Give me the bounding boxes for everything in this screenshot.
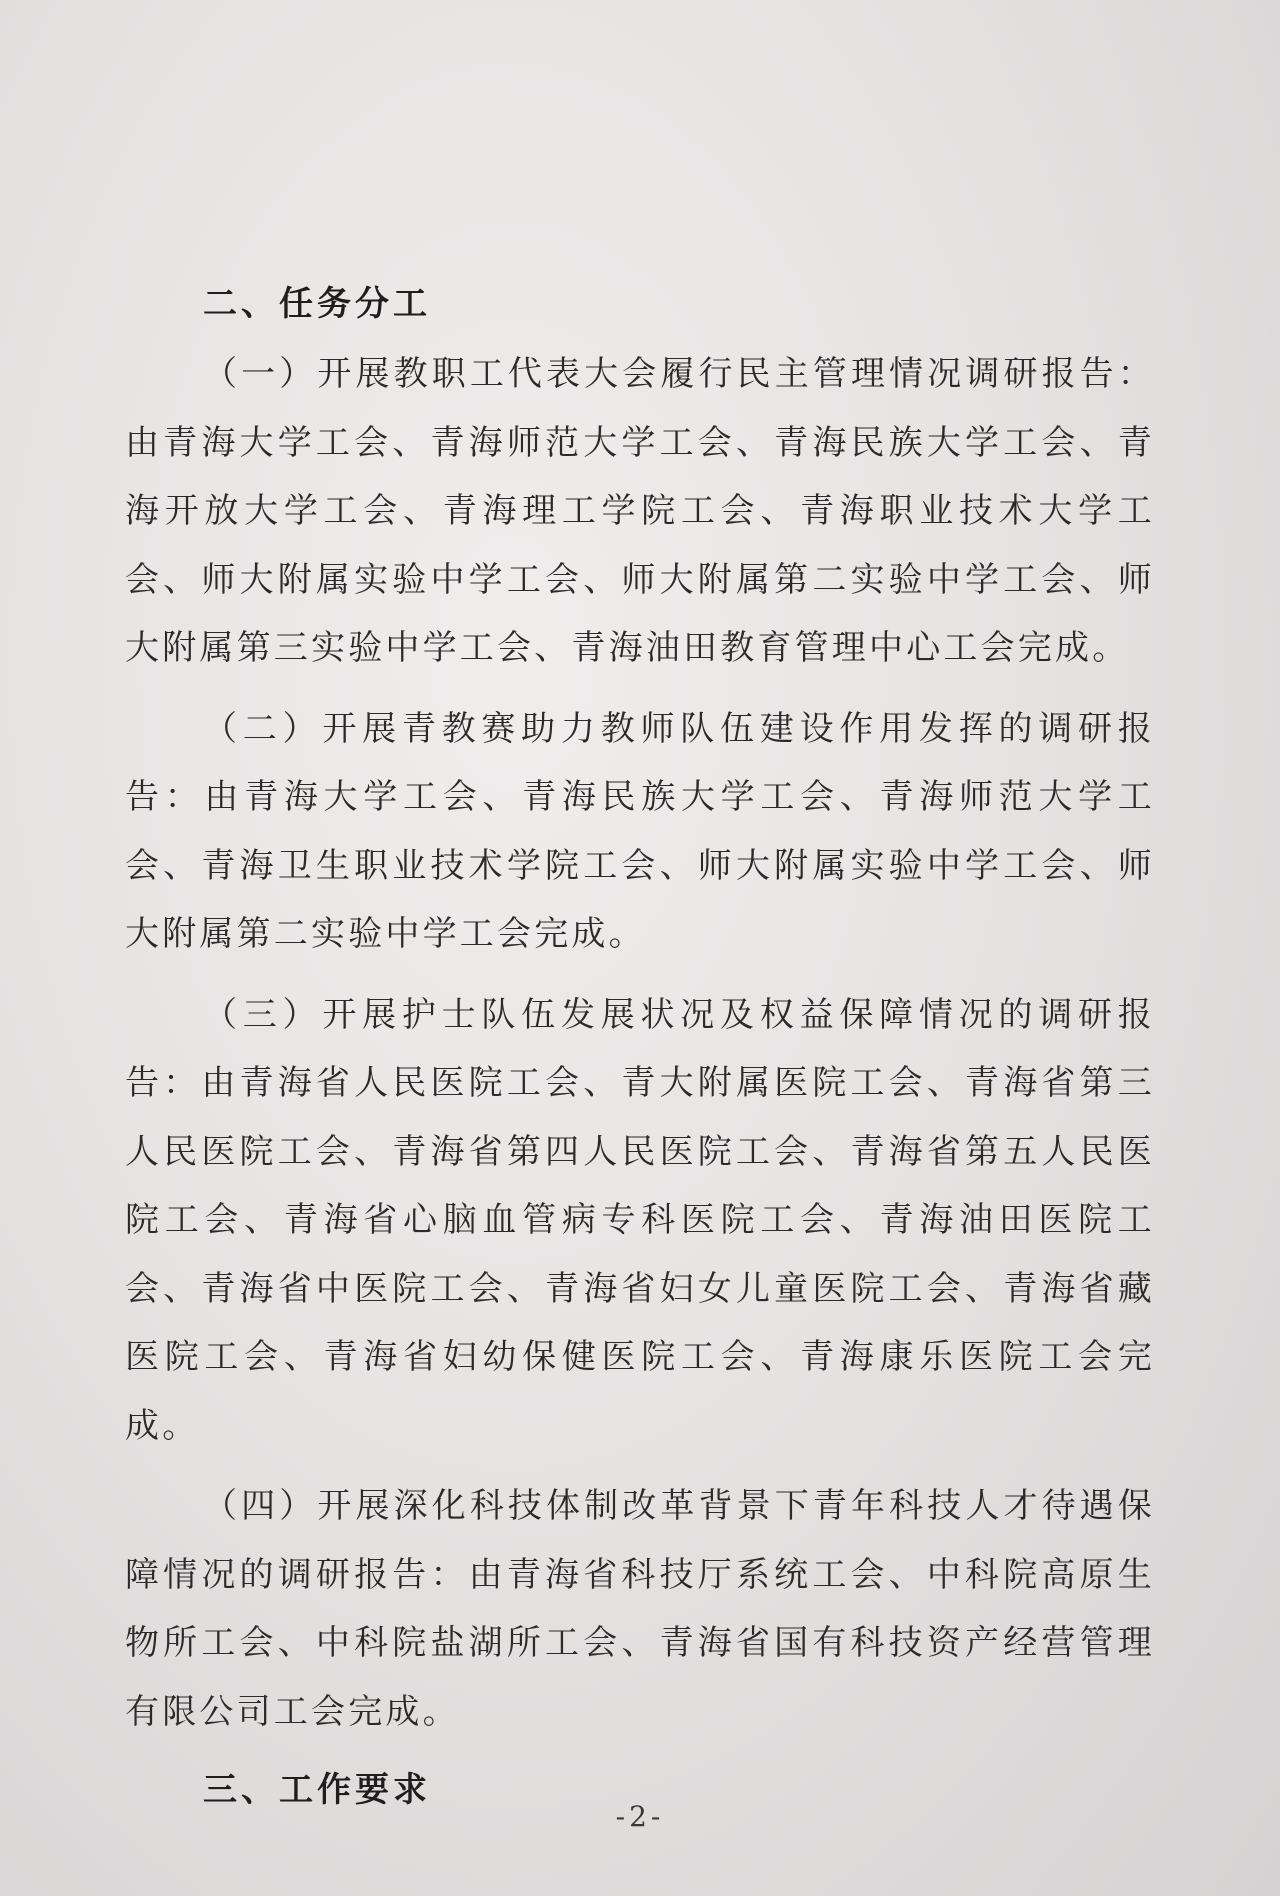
page-number: -2- (615, 1800, 665, 1833)
document-body (125, 282, 1155, 1812)
section-heading-work-requirements: 三、工作要求 (203, 1770, 431, 1810)
section-heading-task-division: 二、任务分工 (203, 284, 431, 324)
paragraph-item-3: （三）开展护士队伍发展状况及权益保障情况的调研报告：由青海省人民医院工会、青大附属医院工会、青海省第三人民医院工会、青海省第四人民医院工会、青海省第五人民医院工会、青海省心脑血管病专科医院工会、青海油田医院工会、青海省中医院工会、青海省妇女儿童医院工会、青海省藏医院工会、青海省妇幼保健医院工会、青海康乐医院工会完成。 (125, 994, 1155, 1446)
paragraph-item-2: （二）开展青教赛助力教师队伍建设作用发挥的调研报告：由青海大学工会、青海民族大学工会、青海师范大学工会、青海卫生职业技术学院工会、师大附属实验中学工会、师大附属第二实验中学工会完成。 (125, 708, 1155, 954)
paragraph-item-4: （四）开展深化科技体制改革背景下青年科技人才待遇保障情况的调研报告：由青海省科技厅系统工会、中科院高原生物所工会、中科院盐湖所工会、青海省国有科技资产经营管理有限公司工会完成。 (125, 1486, 1155, 1732)
paragraph-item-1: （一）开展教职工代表大会履行民主管理情况调研报告：由青海大学工会、青海师范大学工会、青海民族大学工会、青海开放大学工会、青海理工学院工会、青海职业技术大学工会、师大附属实验中学工会、师大附属第二实验中学工会、师大附属第三实验中学工会、青海油田教育管理中心工会完成。 (125, 354, 1155, 668)
